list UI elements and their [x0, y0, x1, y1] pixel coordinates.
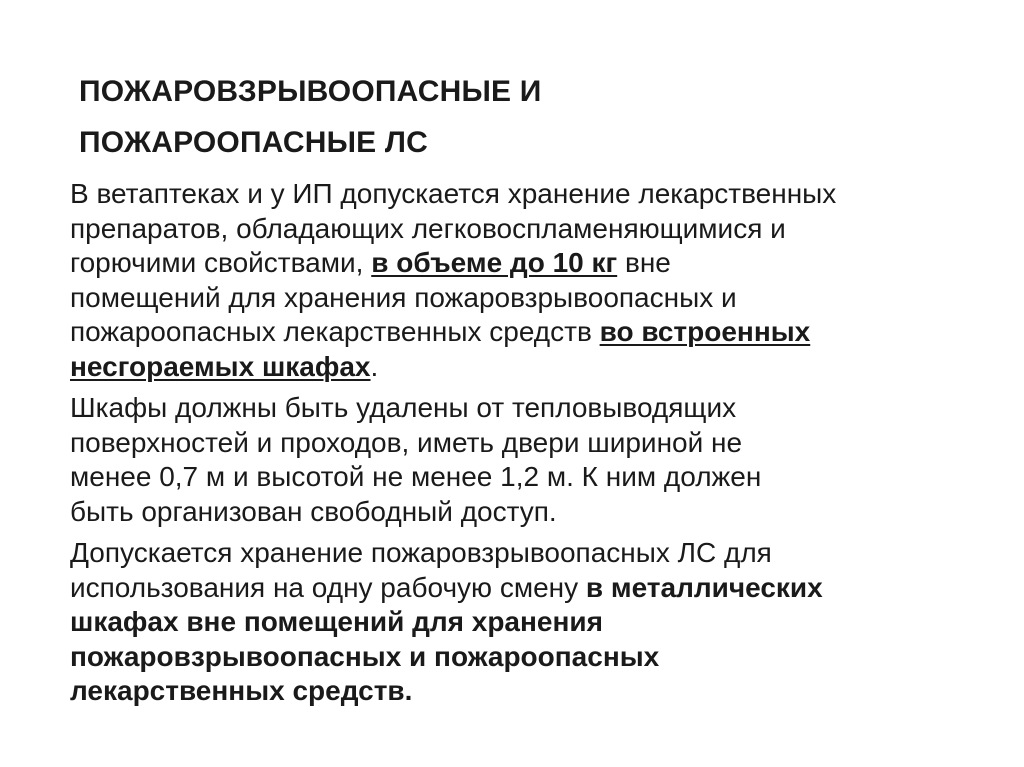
paragraph-shift-storage	[70, 536, 960, 709]
text-line: пожаровзрывоопасных и пожароопасных	[70, 640, 660, 672]
text-line	[70, 571, 960, 606]
text-line: лекарственных средств.	[70, 675, 413, 706]
text-line: поверхностей и проходов, иметь двери шириной не	[70, 426, 743, 458]
text-line	[70, 350, 960, 385]
text-line	[70, 315, 960, 350]
slide-body	[70, 177, 960, 716]
text-line: Шкафы должны быть удалены от тепловыводящих	[70, 392, 737, 423]
text-line	[70, 246, 960, 281]
slide-title	[79, 66, 959, 168]
text-fragment: горючими свойствами,	[70, 247, 364, 278]
text-fragment: пожароопасных лекарственных средств	[70, 316, 592, 347]
emphasis-volume-limit: в объеме до 10 кг	[371, 247, 618, 278]
text-line: шкафах вне помещений для хранения	[70, 606, 603, 637]
text-line: В ветаптеках и у ИП допускается хранение лекарственных	[70, 178, 837, 209]
emphasis-fireproof-cabinets: несгораемых шкафах	[70, 350, 371, 382]
text-fragment: .	[370, 350, 379, 382]
text-line: препаратов, обладающих легковоспламеняющимися и	[70, 212, 786, 244]
paragraph-storage-volume	[70, 177, 960, 384]
emphasis-metal-cabinets: в металлических	[585, 571, 823, 603]
text-fragment: вне	[624, 247, 671, 278]
text-line: помещений для хранения пожаровзрывоопасных и	[70, 281, 737, 313]
paragraph-cabinet-requirements	[70, 391, 960, 529]
text-line: быть организован свободный доступ.	[70, 495, 557, 527]
emphasis-built-in: во встроенных	[599, 316, 811, 347]
text-line: менее 0,7 м и высотой не менее 1,2 м. К ним должен	[70, 461, 762, 492]
slide-title-line-1: ПОЖАРОВЗРЫВООПАСНЫЕ И	[79, 75, 542, 108]
slide-title-line-2: ПОЖАРООПАСНЫЕ ЛС	[79, 126, 429, 159]
text-fragment: использования на одну рабочую смену	[70, 571, 579, 603]
text-line: Допускается хранение пожаровзрывоопасных ЛС для	[70, 537, 772, 568]
